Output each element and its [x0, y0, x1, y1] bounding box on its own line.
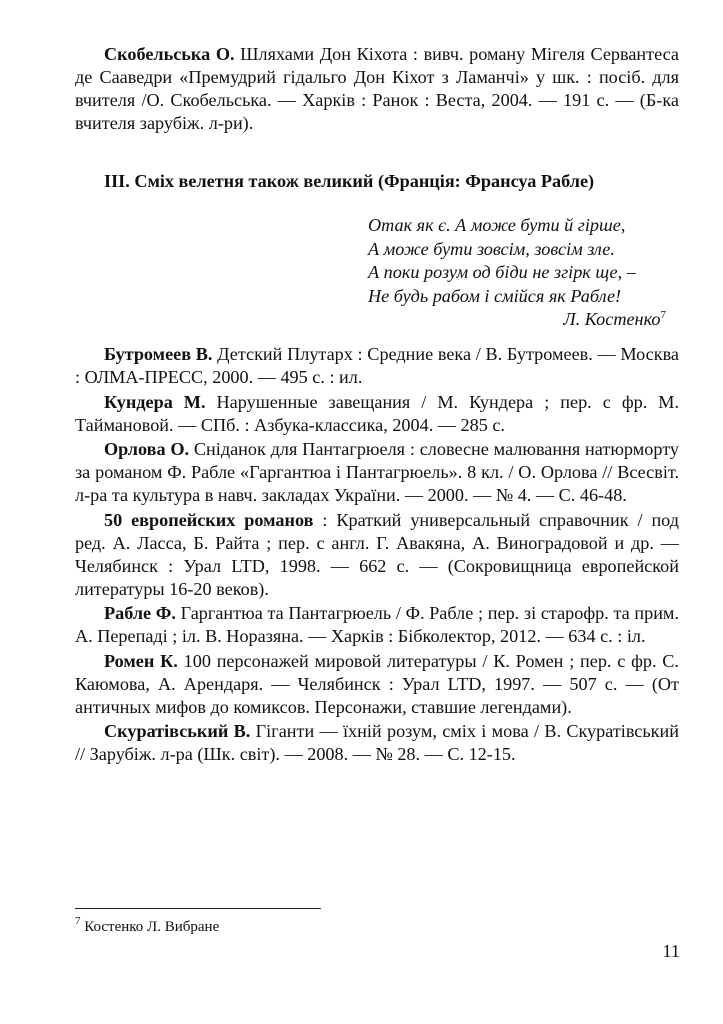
- entry-text: 100 персонажей мировой литературы / К. Ромен ; пер. с фр. С. Каюмова, А. Арендаря. — Челябинск : Урал LTD, 1997. — 507 с. — (От античных мифов до комиксов. Персонажи, ставшие легендами).: [75, 650, 679, 717]
- bibliography-entry: [75, 438, 679, 507]
- entry-author: Бутромеев В.: [104, 344, 213, 364]
- top-bibliography: [75, 43, 679, 135]
- entry-text: Шляхами Дон Кіхота : вивч. роману Мігеля Сервантеса де Сааведри «Премудрий гідальго Дон Кіхот з Ламанчі» у шк. : посіб. для вчителя /О. Скобельська. — Харків : Ранок : Веста, 2004. — 191 с. — (Б-ка вчителя зарубіж. л-ри).: [75, 44, 679, 133]
- bibliography-entry: [75, 720, 679, 766]
- bibliography-list: [75, 343, 679, 766]
- entry-author: 50 европейских романов: [104, 509, 314, 530]
- entry-author: Кундера М.: [104, 391, 206, 412]
- epigraph-line: А може бути зовсім, зовсім зле.: [368, 238, 615, 259]
- entry-author: Рабле Ф.: [104, 603, 176, 623]
- footnote-text: Костенко Л. Вибране: [80, 919, 220, 935]
- page-number: 11: [662, 941, 680, 961]
- entry-text: : Краткий универсальный справочник / под ред. А. Ласса, Б. Райта ; пер. с англ. Г. Авакяна, А. Виноградовой и др. — Челябинск : Урал LTD, 1998. — 662 с. — (Сокровищница европейской литературы 16-20 веков).: [75, 509, 679, 599]
- section-heading: ІІІ. Сміх велетня також великий (Франція: Франсуа Рабле): [104, 171, 595, 191]
- bibliography-entry: [75, 43, 679, 135]
- entry-text: Гіганти — їхній розум, сміх і мова / В. Скуратівський // Зарубіж. л-ра (Шк. світ). — 2008. — № 28. — С. 12-15.: [75, 721, 679, 764]
- entry-author: Скобельська О.: [104, 44, 235, 64]
- epigraph: [368, 214, 688, 332]
- entry-author: Скуратівський В.: [104, 721, 251, 741]
- entry-author: Орлова О.: [104, 439, 190, 459]
- footnote: [75, 915, 475, 936]
- bibliography-entry: [75, 343, 679, 389]
- attribution-author: Л. Костенко: [563, 309, 661, 329]
- epigraph-line: Не будь рабом і смійся як Рабле!: [368, 285, 622, 306]
- entry-text: Сніданок для Пантагрюеля : словесне малювання натюрморту за романом Ф. Рабле «Гаргантюа і Пантагрюель». 8 кл. / О. Орлова // Всесвіт. л-ра та культура в навч. закладах України. — 2000. — № 4. — С. 46-48.: [75, 439, 679, 505]
- epigraph-attribution: [368, 308, 688, 332]
- footnote-reference[interactable]: 7: [660, 309, 666, 321]
- entry-author: Ромен К.: [104, 650, 178, 671]
- entry-text: Детский Плутарх : Средние века / В. Бутромеев. — Москва : ОЛМА-ПРЕСС, 2000. — 495 с. : ил.: [75, 344, 680, 387]
- epigraph-line: А поки розум од біди не згірк ще, –: [368, 262, 636, 282]
- bibliography-entry: [75, 602, 679, 648]
- bibliography-entry: [75, 509, 679, 601]
- epigraph-line: Отак як є. А може бути й гірше,: [368, 215, 626, 235]
- entry-text: Гаргантюа та Пантагрюель / Ф. Рабле ; пер. зі старофр. та прим. А. Перепаді ; іл. В. Норазяна. — Харків : Бібколектор, 2012. — 634 с. : іл.: [75, 603, 679, 646]
- entry-text: Нарушенные завещания / М. Кундера ; пер. с фр. М. Таймановой. — СПб. : Азбука-классика, 2004. — 285 с.: [75, 391, 679, 435]
- bibliography-entry: [75, 391, 679, 437]
- footnote-divider: [75, 908, 321, 909]
- bibliography-entry: [75, 650, 679, 719]
- footnote-mark: 7: [75, 915, 81, 927]
